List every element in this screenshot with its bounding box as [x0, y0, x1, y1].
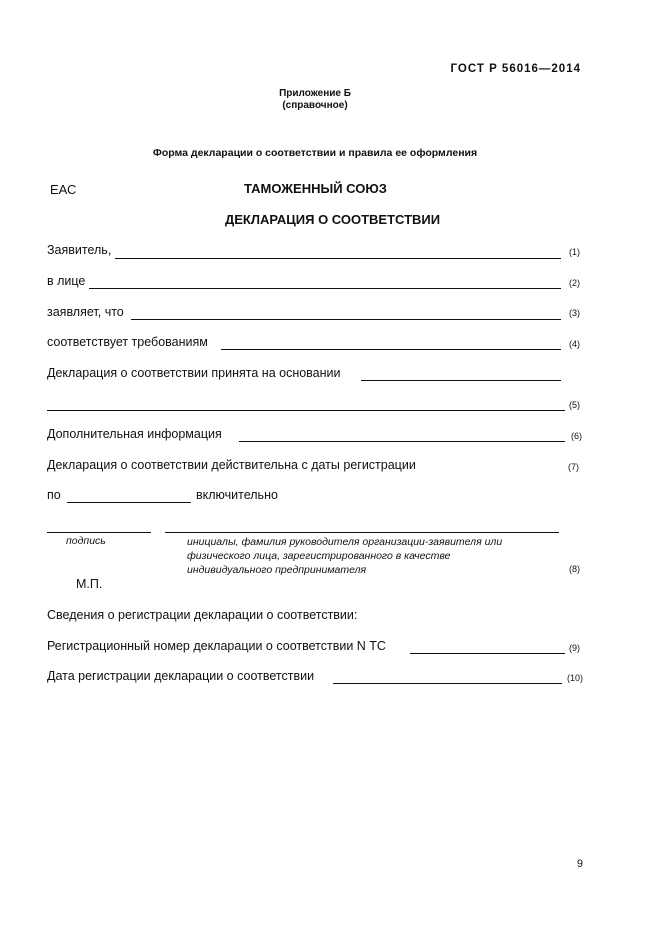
- page-number: 9: [576, 858, 583, 870]
- eac-mark: ЕАС: [50, 182, 77, 197]
- reg-number-label: Регистрационный номер декларации о соответствии N ТС: [47, 639, 386, 653]
- additional-info-label: Дополнительная информация: [47, 427, 222, 441]
- additional-info-ref-number: (6): [571, 431, 582, 441]
- signature-ref-number: (8): [569, 564, 580, 574]
- signature-caption: подпись: [66, 535, 106, 547]
- basis-ref-number: (5): [569, 400, 580, 410]
- registration-info-label: Сведения о регистрации декларации о соответствии:: [47, 608, 358, 622]
- reg-number-ref-number: (9): [569, 643, 580, 653]
- reg-number-field[interactable]: [410, 653, 565, 654]
- declaration-title: ДЕКЛАРАЦИЯ О СООТВЕТСТВИИ: [225, 212, 441, 227]
- standard-designation: ГОСТ Р 56016—2014: [450, 63, 581, 75]
- until-label: по: [47, 488, 61, 502]
- declares-ref-number: (3): [569, 308, 580, 318]
- applicant-label: Заявитель,: [47, 243, 112, 257]
- until-date-field[interactable]: [67, 502, 191, 503]
- declares-field[interactable]: [131, 319, 561, 320]
- customs-union-heading: ТАМОЖЕННЫЙ СОЮЗ: [244, 181, 387, 196]
- reg-date-ref-number: (10): [567, 673, 584, 683]
- inclusive-label: включительно: [196, 488, 278, 502]
- complies-field[interactable]: [221, 349, 561, 350]
- complies-ref-number: (4): [569, 339, 580, 349]
- complies-label: соответствует требованиям: [47, 335, 208, 349]
- basis-field[interactable]: [361, 380, 561, 381]
- valid-from-ref-number: (7): [568, 462, 579, 472]
- applicant-ref-number: (1): [569, 247, 580, 257]
- basis-label: Декларация о соответствии принята на основании: [47, 366, 341, 380]
- applicant-field[interactable]: [115, 258, 561, 259]
- signer-name-caption: инициалы, фамилия руководителя организации-заявителя или физического лица, зарегистрированного в качестве индивидуального предпринимателя: [187, 536, 503, 576]
- in-person-field[interactable]: [89, 288, 561, 289]
- annex-subtitle: (справочное): [282, 100, 348, 111]
- annex-heading: [0, 88, 630, 112]
- declares-label: заявляет, что: [47, 305, 124, 319]
- stamp-place-label: М.П.: [76, 577, 103, 591]
- basis-field-continued[interactable]: [47, 410, 565, 411]
- valid-from-label: Декларация о соответствии действительна с даты регистрации: [47, 458, 416, 472]
- in-person-label: в лице: [47, 274, 86, 288]
- additional-info-field[interactable]: [239, 441, 565, 442]
- in-person-ref-number: (2): [569, 278, 580, 288]
- reg-date-label: Дата регистрации декларации о соответствии: [47, 669, 315, 683]
- signature-field[interactable]: [47, 532, 151, 533]
- annex-title: Приложение Б: [279, 88, 351, 99]
- signer-name-field[interactable]: [165, 532, 559, 533]
- form-title: Форма декларации о соответствии и правила ее оформления: [152, 147, 478, 159]
- reg-date-field[interactable]: [333, 683, 562, 684]
